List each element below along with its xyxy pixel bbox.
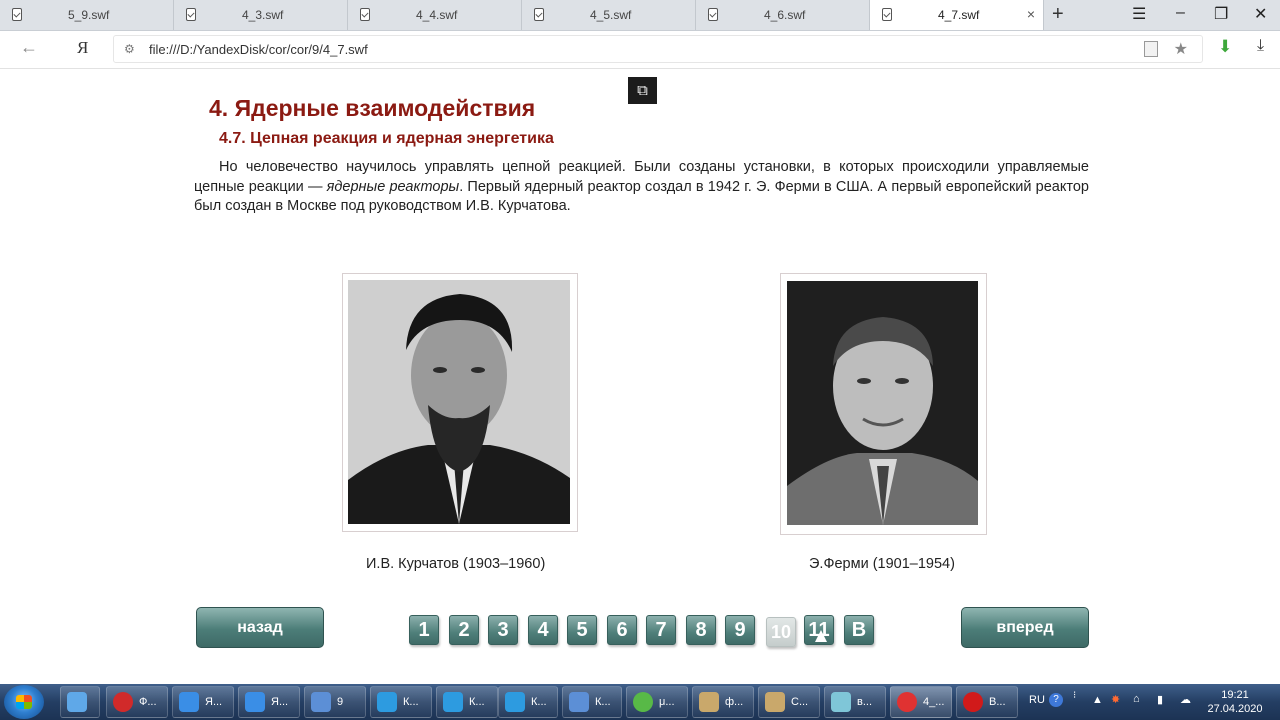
utorrent-icon xyxy=(633,692,653,712)
taskbar xyxy=(0,684,1280,720)
paragraph-text: . Первый ядерный реактор создал в 1942 г. Э. Ферми в США. А первый европейский реактор был создан в Москве под руководством И.В. Курчатова. xyxy=(194,178,1089,214)
tab-label: 4_7.swf xyxy=(938,8,980,22)
taskbar-item-paint-2[interactable] xyxy=(758,686,820,718)
caption-kurchatov: И.В. Курчатов (1903–1960) xyxy=(366,556,546,572)
page-button-2[interactable]: 2 xyxy=(449,615,479,645)
extension-download-icon[interactable]: ⬇ xyxy=(1218,37,1233,56)
system-clock[interactable] xyxy=(1199,688,1271,716)
monitor-icon xyxy=(505,692,525,712)
page-button-6[interactable]: 6 xyxy=(607,615,637,645)
taskbar-item-opera[interactable] xyxy=(106,686,168,718)
tab-label: 4_4.swf xyxy=(416,8,458,22)
tab-4-4[interactable] xyxy=(348,0,522,30)
page-icon[interactable] xyxy=(1144,41,1158,57)
start-button[interactable] xyxy=(4,685,44,719)
taskbar-item-label: 4_... xyxy=(923,696,945,708)
page-button-4[interactable]: 4 xyxy=(528,615,558,645)
language-indicator[interactable]: RU xyxy=(1029,694,1045,706)
tab-4-3[interactable] xyxy=(174,0,348,30)
taskbar-item-computer-2[interactable] xyxy=(436,686,498,718)
yandex-browser-icon xyxy=(897,692,917,712)
taskbar-item-yandex-browser[interactable] xyxy=(890,686,952,718)
tab-bar xyxy=(0,0,1280,31)
help-icon[interactable]: ? xyxy=(1049,693,1063,707)
taskbar-item-label: в... xyxy=(857,696,873,708)
show-hidden-icons[interactable]: ▲ xyxy=(1092,694,1103,706)
clock-date: 27.04.2020 xyxy=(1207,703,1263,715)
record-icon xyxy=(963,692,983,712)
page-title: 4. Ядерные взаимодействия xyxy=(209,95,536,121)
tab-label: 4_3.swf xyxy=(242,8,284,22)
taskbar-item-utorrent[interactable] xyxy=(626,686,688,718)
page-button-11[interactable]: 11 xyxy=(804,615,834,645)
url-field[interactable] xyxy=(113,35,1203,63)
tab-4-6[interactable] xyxy=(696,0,870,30)
url-text[interactable]: file:///D:/YandexDisk/cor/cor/9/4_7.swf xyxy=(149,42,368,57)
taskbar-item-yandex-disk[interactable] xyxy=(172,686,234,718)
cloud-icon xyxy=(179,692,199,712)
taskbar-item-label: К... xyxy=(469,696,485,708)
folder-icon xyxy=(569,692,589,712)
shield-check-icon xyxy=(360,8,370,21)
yandex-logo[interactable]: Я xyxy=(77,38,89,57)
forward-button[interactable]: вперед xyxy=(961,607,1089,648)
usb-icon[interactable]: ⌂ xyxy=(1133,693,1140,705)
taskbar-item-label: μ... xyxy=(659,696,675,708)
caption-fermi: Э.Ферми (1901–1954) xyxy=(809,556,955,572)
bookmark-star-icon[interactable]: ★ xyxy=(1173,41,1188,58)
restore-icon[interactable]: ❐ xyxy=(1214,6,1229,23)
taskbar-item-folder-9[interactable] xyxy=(304,686,366,718)
opera-icon xyxy=(113,692,133,712)
taskbar-item-computer-3[interactable] xyxy=(498,686,558,718)
app-icon xyxy=(831,692,851,712)
portrait-fermi xyxy=(787,281,978,525)
speaker-icon xyxy=(67,692,87,712)
palette-icon xyxy=(699,692,719,712)
tab-label: 4_6.swf xyxy=(764,8,806,22)
back-arrow-icon[interactable]: ← xyxy=(20,37,38,57)
menu-icon[interactable]: ☰ xyxy=(1132,6,1147,23)
shield-check-icon xyxy=(882,8,892,21)
taskbar-item-label: ф... xyxy=(725,696,744,708)
back-button[interactable]: назад xyxy=(196,607,324,648)
taskbar-item-label: Я... xyxy=(205,696,223,708)
taskbar-item-folder-k[interactable] xyxy=(562,686,622,718)
download-icon[interactable]: ⤓ xyxy=(1257,37,1265,54)
taskbar-item-recorder[interactable] xyxy=(956,686,1018,718)
monitor-icon xyxy=(377,692,397,712)
minimize-icon[interactable]: – xyxy=(1176,4,1185,21)
taskbar-item-label: Ф... xyxy=(139,696,157,708)
portrait-kurchatov xyxy=(348,280,570,524)
taskbar-item-yandex-disk-2[interactable] xyxy=(238,686,300,718)
page-button-5[interactable]: 5 xyxy=(567,615,597,645)
page-subtitle: 4.7. Цепная реакция и ядерная энергетика xyxy=(219,130,554,147)
open-external-button[interactable]: ⧉ xyxy=(628,77,657,104)
taskbar-item-app[interactable] xyxy=(824,686,886,718)
taskbar-item-label: К... xyxy=(595,696,611,708)
tray-app-icon[interactable]: ✸ xyxy=(1111,694,1121,706)
taskbar-item-label: К... xyxy=(403,696,419,708)
settings-icon: ⚙ xyxy=(124,42,135,56)
cloud-icon xyxy=(245,692,265,712)
body-paragraph xyxy=(194,158,1089,217)
hand-cursor-icon xyxy=(815,630,827,642)
page-button-9[interactable]: 9 xyxy=(725,615,755,645)
taskbar-item-paint-1[interactable] xyxy=(692,686,754,718)
page-button-8[interactable]: 8 xyxy=(686,615,716,645)
shield-check-icon xyxy=(186,8,196,21)
page-button-7[interactable]: 7 xyxy=(646,615,676,645)
taskbar-item-label: Я... xyxy=(271,696,289,708)
speaker-tray-icon[interactable]: ☁ xyxy=(1180,694,1191,706)
close-tab-icon[interactable]: × xyxy=(1026,6,1035,22)
keyboard-icon[interactable]: ⁝ xyxy=(1073,690,1077,701)
taskbar-item-label: В... xyxy=(989,696,1006,708)
tab-4-5[interactable] xyxy=(522,0,696,30)
page-button-v[interactable]: В xyxy=(844,615,874,645)
taskbar-item-label: С... xyxy=(791,696,809,708)
monitor-icon xyxy=(443,692,463,712)
page-button-10[interactable]: 10 xyxy=(766,617,796,647)
taskbar-item-label: 9 xyxy=(337,696,344,708)
shield-check-icon xyxy=(534,8,544,21)
page-button-1[interactable]: 1 xyxy=(409,615,439,645)
address-bar xyxy=(0,31,1280,69)
page-button-3[interactable]: 3 xyxy=(488,615,518,645)
network-icon[interactable]: ▮ xyxy=(1157,694,1164,706)
tab-label: 5_9.swf xyxy=(68,8,110,22)
paragraph-text: Но человечество научилось управлять цепной реакцией. Были созданы установки, в которых происходили управляемые цепные реакции — xyxy=(194,159,1089,195)
volume-icon[interactable] xyxy=(60,686,100,718)
taskbar-item-label: К... xyxy=(531,696,547,708)
tab-label: 4_5.swf xyxy=(590,8,632,22)
new-tab-button[interactable]: + xyxy=(1052,3,1064,25)
taskbar-item-computer-1[interactable] xyxy=(370,686,432,718)
shield-check-icon xyxy=(708,8,718,21)
folder-icon xyxy=(311,692,331,712)
palette-icon xyxy=(765,692,785,712)
shield-check-icon xyxy=(12,8,22,21)
clock-time: 19:21 xyxy=(1221,689,1249,701)
paragraph-italic: ядерные реакторы xyxy=(326,178,460,195)
tab-4-7[interactable] xyxy=(870,0,1044,30)
close-window-icon[interactable]: ✕ xyxy=(1254,6,1268,23)
tab-5-9[interactable] xyxy=(0,0,174,30)
